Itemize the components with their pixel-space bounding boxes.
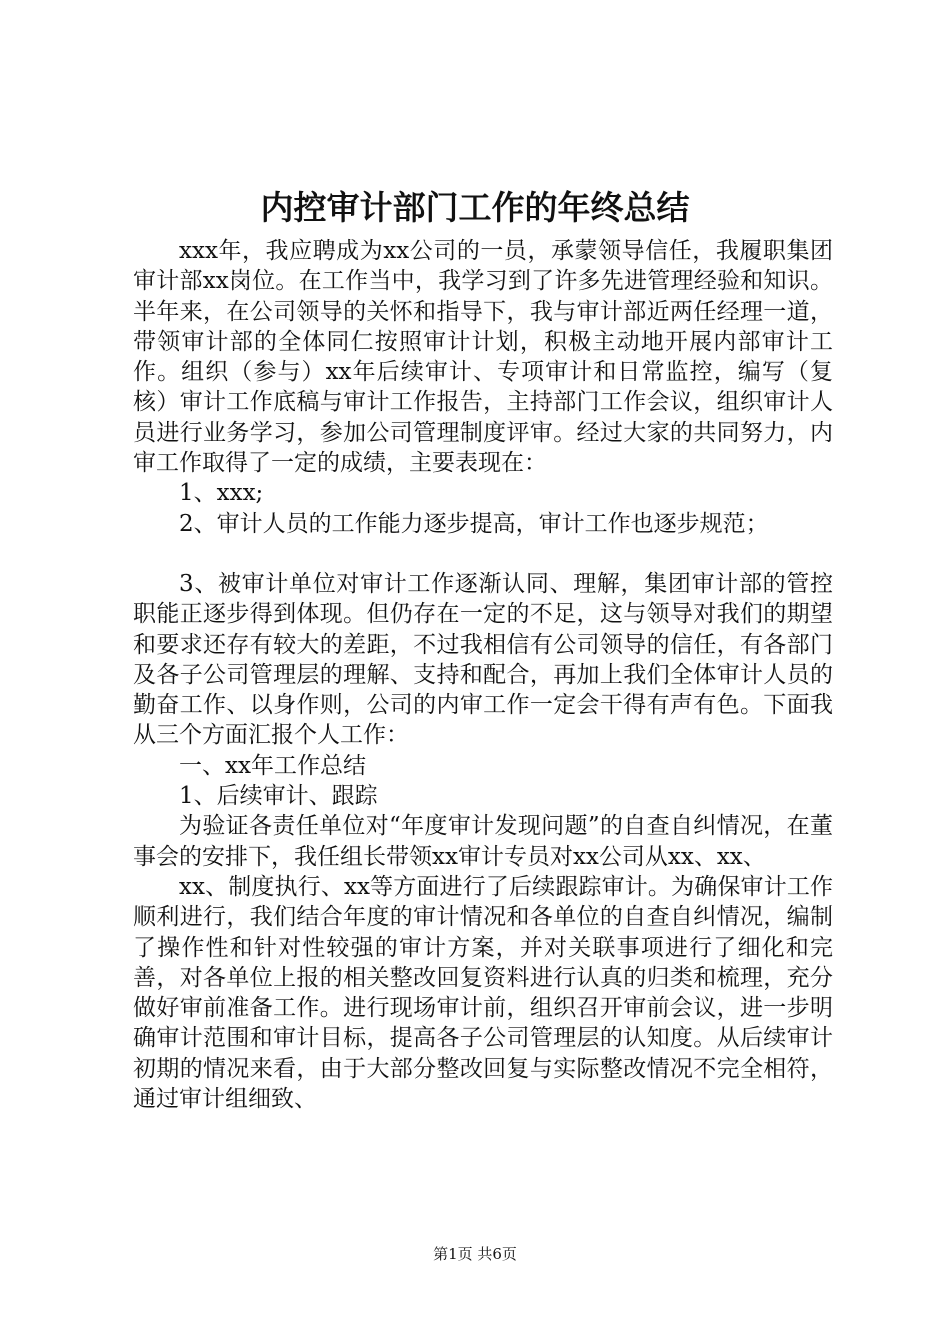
subsection-heading: 1、后续审计、跟踪: [179, 783, 378, 810]
list-item-2: 2、审计人员的工作能力逐步提高，审计工作也逐步规范；: [179, 510, 769, 537]
document-title: 内控审计部门工作的年终总结: [260, 188, 690, 227]
document-body: [133, 236, 833, 1114]
list-item-3: 3、被审计单位对审计工作逐渐认同、理解，集团审计部的管控职能正逐步得到体现。但仍存在一定的不足，这与领导对我们的期望和要求还存有较大的差距，不过我相信有公司领导的信任，有各部门及各子公司管理层的理解、支持和配合，再加上我们全体审计人员的勤奋工作、以身作则，公司的内审工作一定会干得有声有色。下面我从三个方面汇报个人工作：: [133, 570, 833, 749]
paragraph-followup: xx、制度执行、xx等方面进行了后续跟踪审计。为确保审计工作顺利进行，我们结合年度的审计情况和各单位的自查自纠情况，编制了操作性和针对性较强的审计方案，并对关联事项进行了细化和完善，对各单位上报的相关整改回复资料进行认真的归类和梳理，充分做好审前准备工作。进行现场审计前，组织召开审前会议，进一步明确审计范围和审计目标，提高各子公司管理层的认知度。从后续审计初期的情况来看，由于大部分整改回复与实际整改情况不完全相符，通过审计组细致、: [133, 873, 833, 1113]
page-number: 第1页 共6页: [433, 1245, 517, 1263]
list-item-1: 1、xxx;: [179, 480, 264, 507]
section-heading: 一、xx年工作总结: [179, 752, 366, 779]
paragraph-verification: 为验证各责任单位对“年度审计发现问题”的自查自纠情况，在董事会的安排下，我任组长带领xx审计专员对xx公司从xx、xx、: [133, 813, 833, 870]
paragraph-intro: xxx年，我应聘成为xx公司的一员，承蒙领导信任，我履职集团审计部xx岗位。在工作当中，我学习到了许多先进管理经验和知识。半年来，在公司领导的关怀和指导下，我与审计部近两任经理一道，带领审计部的全体同仁按照审计计划，积极主动地开展内部审计工作。组织（参与）xx年后续审计、专项审计和日常监控，编写（复核）审计工作底稿与审计工作报告，主持部门工作会议，组织审计人员进行业务学习，参加公司管理制度评审。经过大家的共同努力，内审工作取得了一定的成绩，主要表现在：: [133, 238, 833, 477]
